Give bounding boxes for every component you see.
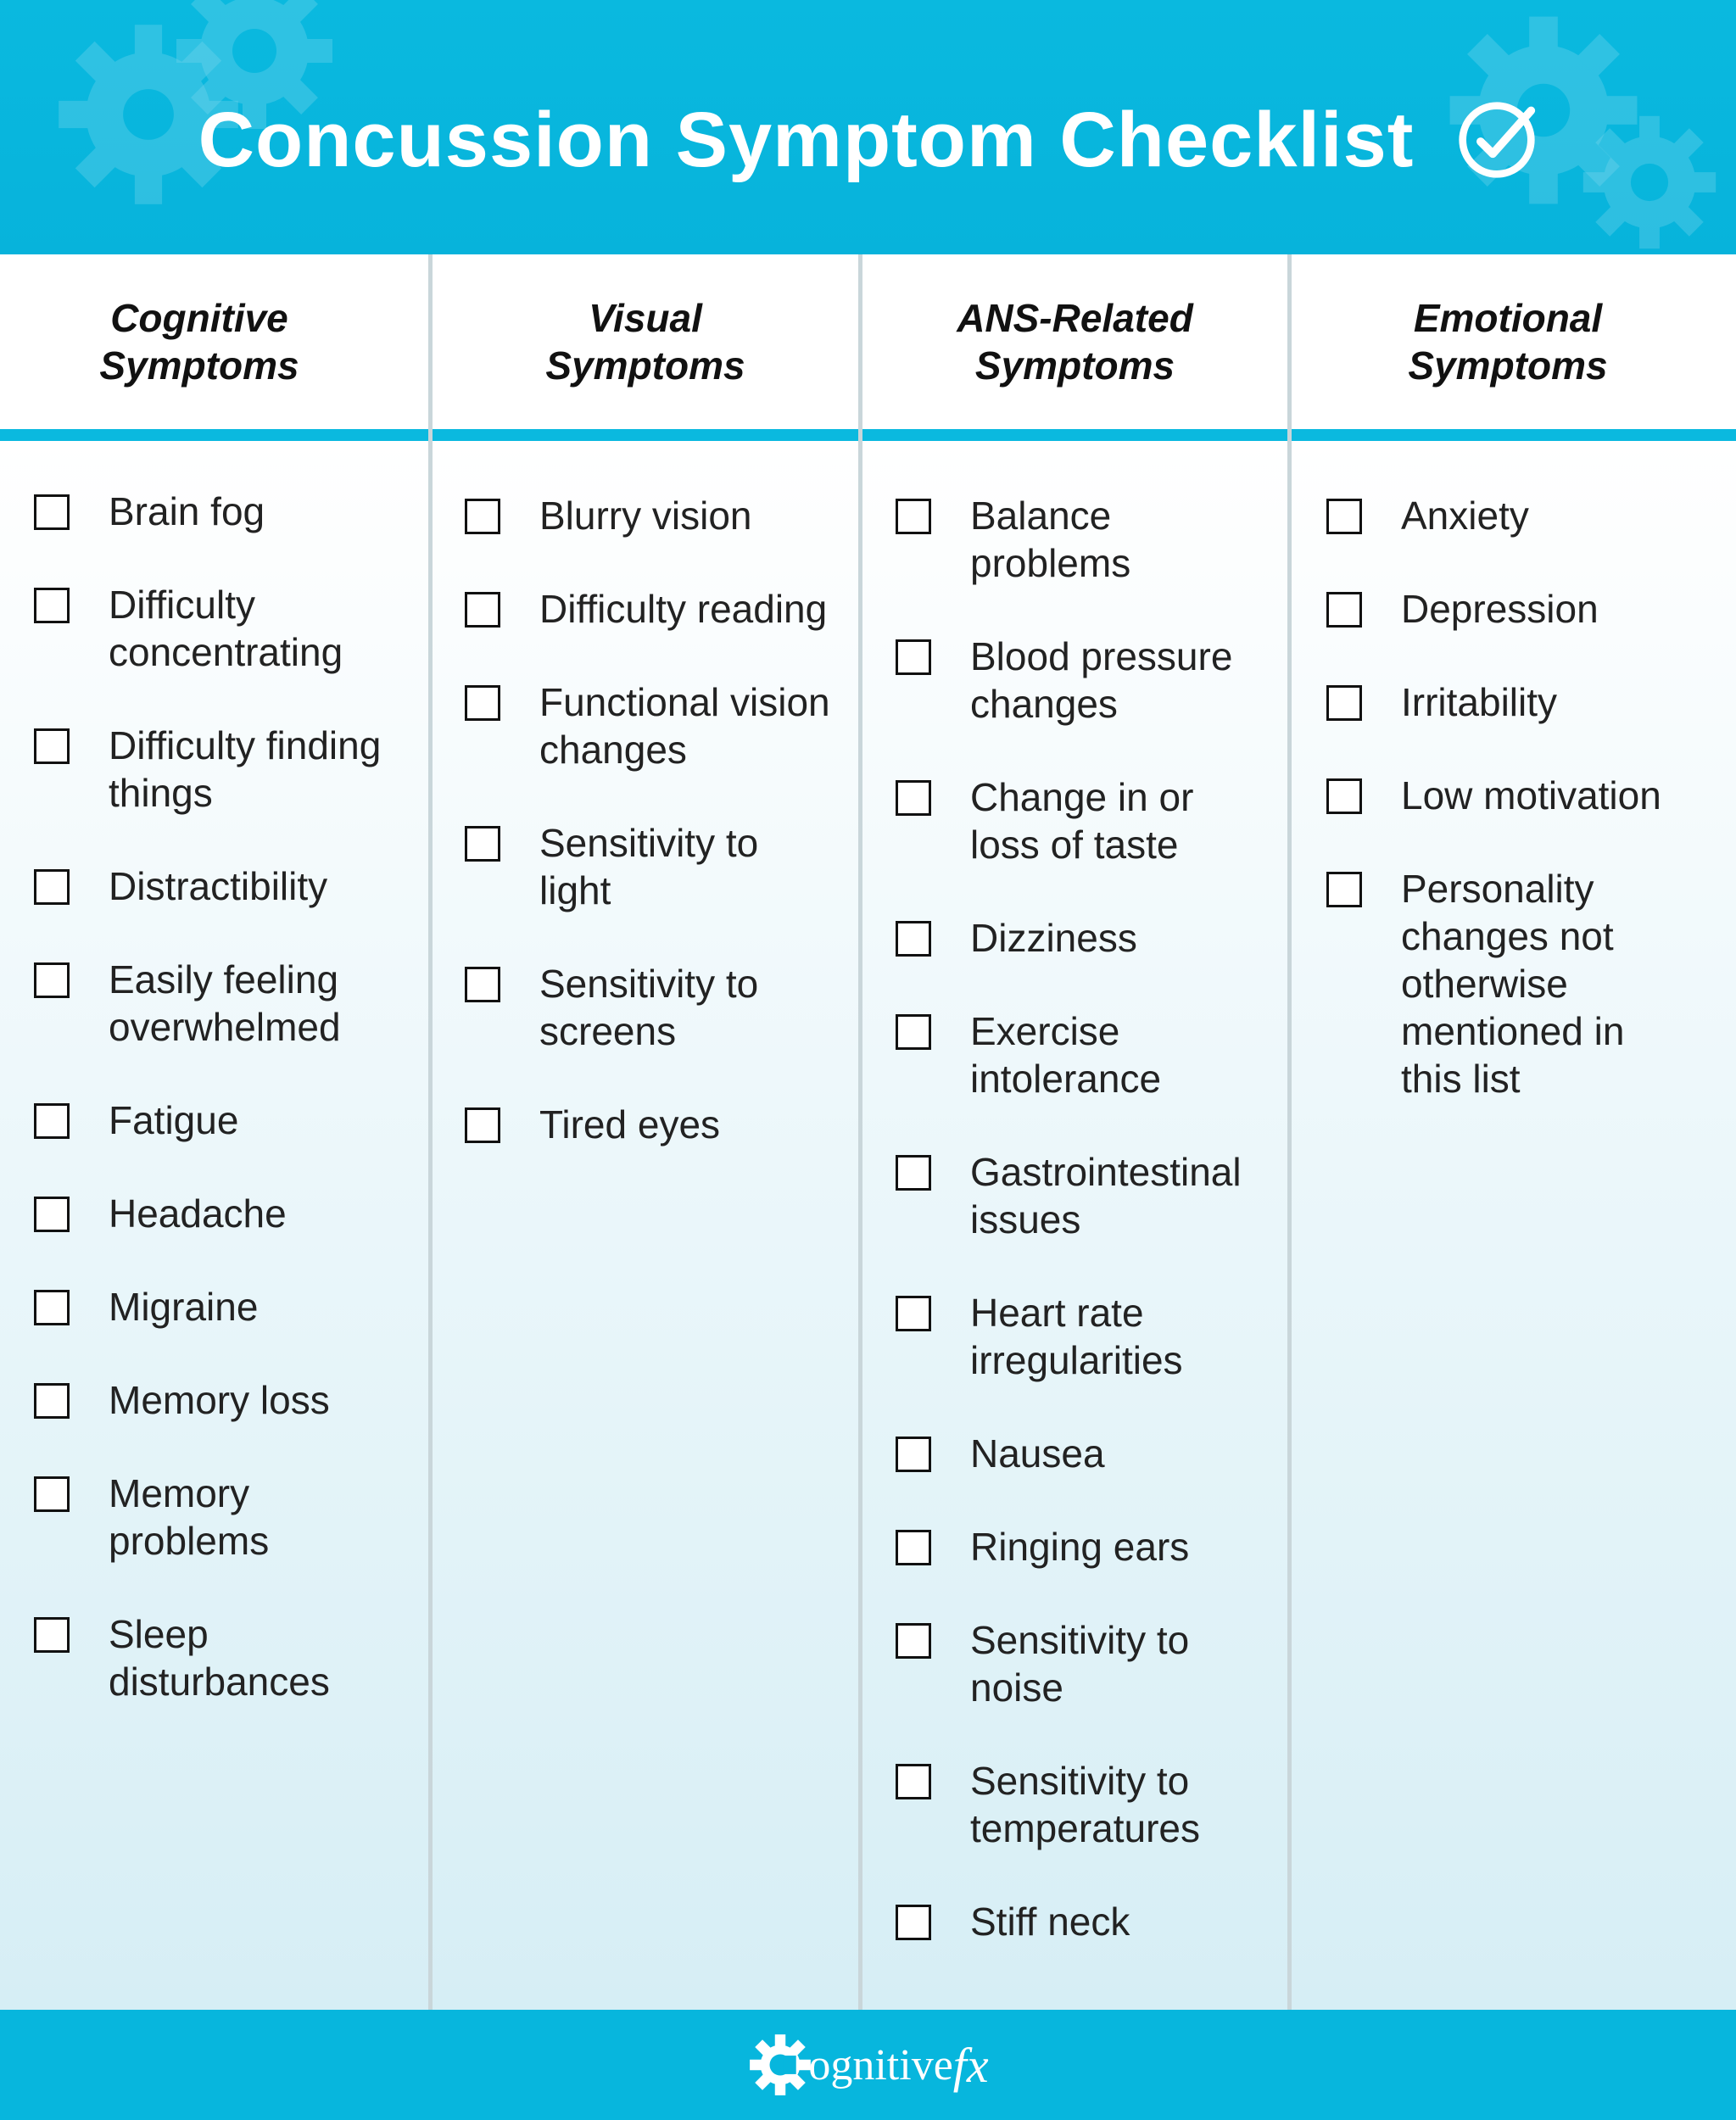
visual-symptom-list	[465, 492, 846, 1194]
checklist-item-label: Exercise intolerance	[970, 1009, 1162, 1101]
checklist-item-label: Sensitivity to screens	[539, 962, 759, 1053]
header-banner	[0, 0, 1736, 254]
checkbox[interactable]	[896, 1296, 931, 1331]
column-divider	[1287, 254, 1292, 2010]
checkbox[interactable]	[465, 685, 500, 721]
checklist-item[interactable]	[465, 585, 846, 633]
checklist-item[interactable]	[896, 1523, 1277, 1570]
checklist-item[interactable]	[1326, 678, 1716, 726]
checklist-item[interactable]	[896, 1007, 1277, 1102]
column-heading-emotional: Emotional Symptoms	[1408, 296, 1608, 388]
checklist-item-label: Difficulty concentrating	[109, 583, 343, 674]
checklist-item-label: Balance problems	[970, 494, 1131, 585]
checklist-item[interactable]	[896, 1430, 1277, 1477]
checklist-item[interactable]	[34, 1610, 407, 1705]
checkbox[interactable]	[896, 1437, 931, 1472]
checklist-item-label: Nausea	[970, 1431, 1105, 1476]
checkbox[interactable]	[896, 1014, 931, 1050]
emotional-symptom-list	[1326, 492, 1716, 1148]
checklist-item-label: Depression	[1401, 587, 1599, 631]
gear-icon	[747, 2032, 813, 2098]
footer-bar	[0, 2010, 1736, 2120]
cognitivefx-logo[interactable]	[747, 2032, 988, 2098]
checkbox[interactable]	[896, 1530, 931, 1565]
checklist-item[interactable]	[896, 633, 1277, 728]
column-heading-ans-related: ANS-Related Symptoms	[957, 296, 1193, 388]
checklist-item-label: Tired eyes	[539, 1102, 721, 1146]
checklist-item-label: Memory loss	[109, 1378, 330, 1422]
checklist-item[interactable]	[34, 1376, 407, 1424]
checklist-item-label: Stiff neck	[970, 1900, 1130, 1944]
checkbox[interactable]	[1326, 592, 1362, 628]
checklist-item-label: Sensitivity to noise	[970, 1618, 1190, 1710]
checklist-item-label: Easily feeling overwhelmed	[109, 957, 341, 1049]
checkbox[interactable]	[34, 1476, 70, 1512]
checkbox[interactable]	[896, 780, 931, 816]
checklist-item[interactable]	[896, 1898, 1277, 1945]
checkbox[interactable]	[34, 494, 70, 530]
checkbox[interactable]	[1326, 778, 1362, 814]
checklist-item-label: Distractibility	[109, 864, 328, 908]
checklist-item[interactable]	[465, 960, 846, 1055]
checklist-item[interactable]	[34, 862, 407, 910]
checklist-item-label: Headache	[109, 1191, 287, 1236]
checklist-item-label: Heart rate irregularities	[970, 1291, 1183, 1382]
column-divider	[858, 254, 862, 2010]
cognitive-symptom-list	[34, 488, 407, 1751]
checkbox[interactable]	[34, 1290, 70, 1325]
checklist-item[interactable]	[34, 1096, 407, 1144]
checkbox[interactable]	[465, 499, 500, 534]
checklist-item[interactable]	[34, 1190, 407, 1237]
title-row	[0, 85, 1736, 195]
checklist-item[interactable]	[896, 492, 1277, 587]
checklist-item[interactable]	[896, 914, 1277, 962]
checkbox[interactable]	[1326, 499, 1362, 534]
checkbox[interactable]	[465, 967, 500, 1002]
checklist-item[interactable]	[1326, 492, 1716, 539]
checklist-item-label: Migraine	[109, 1285, 259, 1329]
checklist-item[interactable]	[1326, 585, 1716, 633]
column-divider	[428, 254, 433, 2010]
checklist-item-label: Brain fog	[109, 489, 265, 533]
checklist-item-label: Sensitivity to temperatures	[970, 1759, 1201, 1850]
checklist-item[interactable]	[34, 722, 407, 817]
checkbox[interactable]	[34, 962, 70, 998]
checkbox[interactable]	[896, 639, 931, 675]
checklist-item[interactable]	[34, 956, 407, 1051]
checklist-item[interactable]	[465, 492, 846, 539]
checkbox[interactable]	[896, 921, 931, 957]
checklist-item-label: Memory problems	[109, 1471, 270, 1563]
checklist-item[interactable]	[896, 1289, 1277, 1384]
checklist-item[interactable]	[34, 581, 407, 676]
checklist-item[interactable]	[896, 1757, 1277, 1852]
checklist-item-label: Sensitivity to light	[539, 821, 759, 912]
checklist-item-label: Change in or loss of taste	[970, 775, 1194, 867]
checkbox[interactable]	[34, 1197, 70, 1232]
checklist-item[interactable]	[465, 678, 846, 773]
checklist-item-label: Ringing ears	[970, 1525, 1190, 1569]
checklist-item-label: Fatigue	[109, 1098, 239, 1142]
checklist-item-label: Low motivation	[1401, 773, 1661, 817]
checkbox[interactable]	[34, 1383, 70, 1419]
checkmark-circle-icon	[1456, 99, 1538, 181]
checklist-item-label: Anxiety	[1401, 494, 1529, 538]
checkbox[interactable]	[34, 728, 70, 764]
checklist-item-label: Functional vision changes	[539, 680, 830, 772]
checklist-item[interactable]	[1326, 865, 1716, 1102]
checklist-item[interactable]	[34, 1283, 407, 1331]
checkbox[interactable]	[896, 1623, 931, 1659]
logo-suffix: fx	[952, 2037, 989, 2093]
checkbox[interactable]	[896, 1155, 931, 1191]
checklist-item[interactable]	[465, 819, 846, 914]
checklist-item-label: Personality changes not otherwise mentioned in this list	[1401, 867, 1625, 1101]
checkbox[interactable]	[34, 1617, 70, 1653]
checkbox[interactable]	[34, 588, 70, 623]
column-heading-visual: Visual Symptoms	[545, 296, 745, 388]
checkbox[interactable]	[896, 1905, 931, 1940]
checklist-item-label: Gastrointestinal issues	[970, 1150, 1242, 1241]
ans-related-symptom-list	[896, 492, 1277, 1991]
checklist-item-label: Blurry vision	[539, 494, 752, 538]
checklist-item[interactable]	[34, 488, 407, 535]
checkbox[interactable]	[34, 869, 70, 905]
checklist-item[interactable]	[896, 773, 1277, 868]
checkbox[interactable]	[465, 1107, 500, 1143]
checkbox[interactable]	[1326, 872, 1362, 907]
checklist-item[interactable]	[34, 1470, 407, 1565]
checklist-item[interactable]	[465, 1101, 846, 1148]
checklist-item[interactable]	[1326, 772, 1716, 819]
checkbox[interactable]	[1326, 685, 1362, 721]
checkbox[interactable]	[465, 826, 500, 862]
checklist-item-label: Dizziness	[970, 916, 1137, 960]
checkbox[interactable]	[34, 1103, 70, 1139]
checklist-item-label: Difficulty finding things	[109, 723, 382, 815]
column-heading-cognitive: Cognitive Symptoms	[99, 296, 299, 388]
checklist-item-label: Difficulty reading	[539, 587, 828, 631]
page-title: Concussion Symptom Checklist	[198, 96, 1415, 183]
checkbox[interactable]	[896, 1764, 931, 1799]
symptom-table	[0, 254, 1736, 2010]
checkbox[interactable]	[896, 499, 931, 534]
checklist-item-label: Irritability	[1401, 680, 1558, 724]
logo-text: ognitive	[808, 2040, 953, 2089]
checklist-item[interactable]	[896, 1148, 1277, 1243]
checkbox[interactable]	[465, 592, 500, 628]
checklist-item[interactable]	[896, 1616, 1277, 1711]
checklist-item-label: Blood pressure changes	[970, 634, 1233, 726]
checklist-item-label: Sleep disturbances	[109, 1612, 330, 1704]
header-divider-bar	[0, 429, 1736, 441]
